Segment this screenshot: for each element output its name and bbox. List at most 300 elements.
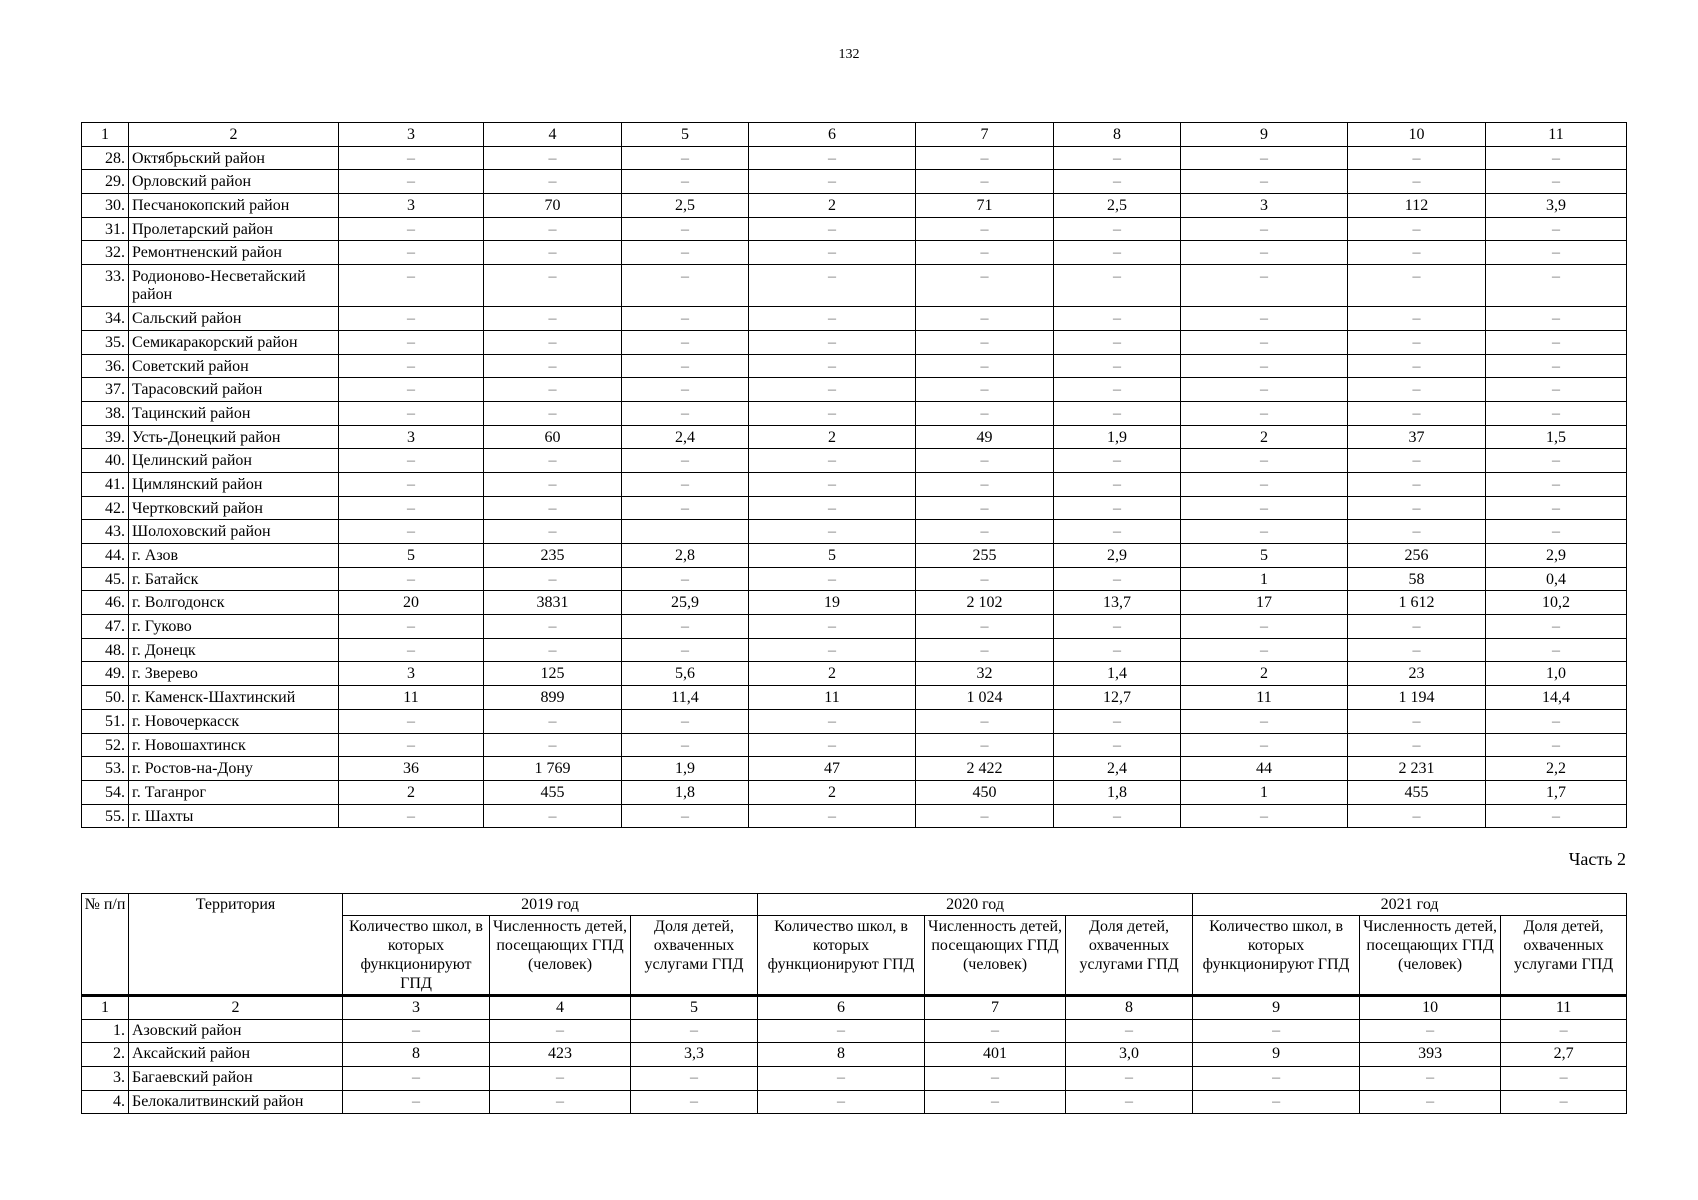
value-cell: – (1501, 1067, 1627, 1091)
territory-name: Октябрьский район (129, 146, 339, 170)
value-cell: – (1486, 638, 1627, 662)
value-cell: – (1054, 733, 1181, 757)
value-cell: 3,9 (1486, 194, 1627, 218)
value-cell: – (484, 378, 622, 402)
value-cell: 2 102 (916, 591, 1054, 615)
value-cell: – (339, 449, 484, 473)
value-cell: – (339, 733, 484, 757)
value-cell: 5,6 (622, 662, 749, 686)
value-cell: – (758, 1019, 925, 1043)
value-cell: – (1348, 265, 1486, 307)
territory-name: г. Азов (129, 544, 339, 568)
row-number: 39. (82, 425, 129, 449)
territory-name: Песчанокопский район (129, 194, 339, 218)
value-cell: – (1181, 146, 1348, 170)
value-cell: – (749, 241, 916, 265)
value-cell: – (758, 1090, 925, 1114)
value-cell: – (1348, 709, 1486, 733)
value-cell: – (749, 401, 916, 425)
territory-name: г. Таганрог (129, 780, 339, 804)
value-cell: – (1486, 804, 1627, 828)
value-cell: 3 (339, 194, 484, 218)
value-cell: – (749, 472, 916, 496)
value-cell: 3 (339, 662, 484, 686)
value-cell: 2,5 (1054, 194, 1181, 218)
value-cell: – (1066, 1067, 1193, 1091)
value-cell: – (484, 307, 622, 331)
value-cell: – (916, 520, 1054, 544)
value-cell: – (1486, 217, 1627, 241)
value-cell: 2 (749, 194, 916, 218)
value-cell: – (1348, 449, 1486, 473)
value-cell: – (339, 567, 484, 591)
value-cell: – (484, 146, 622, 170)
value-cell: 899 (484, 686, 622, 710)
value-cell: 3,0 (1066, 1043, 1193, 1067)
value-cell: 1,5 (1486, 425, 1627, 449)
value-cell: – (916, 472, 1054, 496)
value-cell: – (343, 1019, 490, 1043)
value-cell: 3 (1181, 194, 1348, 218)
value-cell: – (339, 804, 484, 828)
value-cell: – (1348, 354, 1486, 378)
value-cell: – (1054, 330, 1181, 354)
row-number: 52. (82, 733, 129, 757)
value-cell: – (1348, 638, 1486, 662)
value-cell: – (622, 170, 749, 194)
value-cell: – (916, 709, 1054, 733)
territory-name: Орловский район (129, 170, 339, 194)
territory-name: г. Новочеркасск (129, 709, 339, 733)
value-cell: – (339, 472, 484, 496)
territory-name: Багаевский район (129, 1067, 343, 1091)
value-cell: 1 612 (1348, 591, 1486, 615)
value-cell: – (1348, 330, 1486, 354)
value-cell: – (1054, 401, 1181, 425)
value-cell: – (484, 217, 622, 241)
territory-name: Тацинский район (129, 401, 339, 425)
value-cell: – (925, 1019, 1066, 1043)
value-cell: – (916, 615, 1054, 639)
table-row (82, 472, 1627, 496)
value-cell: – (749, 146, 916, 170)
value-cell: 256 (1348, 544, 1486, 568)
value-cell: – (622, 330, 749, 354)
value-cell: 2 (1181, 662, 1348, 686)
value-cell: 47 (749, 757, 916, 781)
value-cell: – (1360, 1067, 1501, 1091)
column-number: 5 (631, 996, 758, 1020)
column-number: 6 (749, 123, 916, 147)
value-cell: – (749, 265, 916, 307)
territory-name: Советский район (129, 354, 339, 378)
value-cell: 3831 (484, 591, 622, 615)
territory-name: Аксайский район (129, 1043, 343, 1067)
value-cell: – (1054, 378, 1181, 402)
row-number: 38. (82, 401, 129, 425)
value-cell: – (622, 217, 749, 241)
value-cell: – (339, 354, 484, 378)
row-number: 4. (82, 1090, 129, 1114)
value-cell: – (484, 330, 622, 354)
value-cell: 2 (749, 425, 916, 449)
value-cell: 2,9 (1486, 544, 1627, 568)
value-cell: 5 (749, 544, 916, 568)
value-cell: – (916, 733, 1054, 757)
territory-name: Усть-Донецкий район (129, 425, 339, 449)
value-cell: 11 (749, 686, 916, 710)
value-cell: – (339, 170, 484, 194)
table-row (82, 217, 1627, 241)
value-cell: – (622, 733, 749, 757)
value-cell: – (1348, 217, 1486, 241)
value-cell: – (339, 638, 484, 662)
row-number: 35. (82, 330, 129, 354)
value-cell: – (1348, 496, 1486, 520)
row-number: 42. (82, 496, 129, 520)
value-cell: – (1486, 265, 1627, 307)
value-cell: – (1348, 241, 1486, 265)
value-cell: 44 (1181, 757, 1348, 781)
value-cell: – (484, 496, 622, 520)
column-number: 8 (1066, 996, 1193, 1020)
value-cell: – (1054, 265, 1181, 307)
value-cell: – (916, 217, 1054, 241)
territory-name: Цимлянский район (129, 472, 339, 496)
value-cell: – (1486, 354, 1627, 378)
value-cell: – (1348, 804, 1486, 828)
row-number: 32. (82, 241, 129, 265)
value-cell: 112 (1348, 194, 1486, 218)
territory-name: Пролетарский район (129, 217, 339, 241)
value-cell: 1 024 (916, 686, 1054, 710)
value-cell: – (916, 804, 1054, 828)
row-number: 44. (82, 544, 129, 568)
value-cell: – (484, 265, 622, 307)
row-number: 29. (82, 170, 129, 194)
value-cell: – (925, 1090, 1066, 1114)
column-number: 7 (916, 123, 1054, 147)
row-number: 33. (82, 265, 129, 307)
value-cell: – (484, 615, 622, 639)
value-cell: 5 (1181, 544, 1348, 568)
value-cell: – (1360, 1019, 1501, 1043)
value-cell: 125 (484, 662, 622, 686)
territory-name: Семикаракорский район (129, 330, 339, 354)
value-cell: – (916, 567, 1054, 591)
value-cell: 450 (916, 780, 1054, 804)
column-number: 5 (622, 123, 749, 147)
table-row (82, 378, 1627, 402)
data-table-part2 (81, 893, 1627, 1114)
sub-header: Численность детей, посещающих ГПД (человек) (490, 916, 631, 996)
table-row (82, 567, 1627, 591)
value-cell: 58 (1348, 567, 1486, 591)
value-cell: 3 (339, 425, 484, 449)
value-cell: – (1054, 307, 1181, 331)
value-cell: 9 (1193, 1043, 1360, 1067)
value-cell: – (1181, 401, 1348, 425)
column-number-row (82, 996, 1627, 1020)
value-cell: – (916, 354, 1054, 378)
value-cell: 70 (484, 194, 622, 218)
table-row (82, 520, 1627, 544)
value-cell: 2 231 (1348, 757, 1486, 781)
value-cell: 1,8 (622, 780, 749, 804)
value-cell: – (1181, 804, 1348, 828)
value-cell: – (1486, 496, 1627, 520)
value-cell: 2,4 (622, 425, 749, 449)
value-cell: – (916, 330, 1054, 354)
row-number: 54. (82, 780, 129, 804)
territory-name: Азовский район (129, 1019, 343, 1043)
sub-header: Количество школ, в которых функционируют ГПД (1193, 916, 1360, 996)
value-cell: – (484, 567, 622, 591)
value-cell: 2 (339, 780, 484, 804)
territory-name: Родионово-Несветайский район (129, 265, 339, 307)
territory-name: г. Новошахтинск (129, 733, 339, 757)
value-cell: – (622, 449, 749, 473)
value-cell: – (1486, 330, 1627, 354)
column-number: 1 (82, 123, 129, 147)
value-cell: 3,3 (631, 1043, 758, 1067)
value-cell: – (916, 307, 1054, 331)
value-cell: – (1360, 1090, 1501, 1114)
value-cell: – (339, 241, 484, 265)
value-cell: – (339, 330, 484, 354)
row-number: 30. (82, 194, 129, 218)
column-number: 4 (484, 123, 622, 147)
value-cell: – (925, 1067, 1066, 1091)
table-row (82, 1067, 1627, 1091)
sub-header: Количество школ, в которых функционируют ГПД (343, 916, 490, 996)
territory-name: Сальский район (129, 307, 339, 331)
header-year-2021: 2021 год (1193, 894, 1627, 916)
value-cell: – (1181, 217, 1348, 241)
table-row (82, 449, 1627, 473)
value-cell: – (339, 378, 484, 402)
table-row (82, 496, 1627, 520)
table-row (82, 1019, 1627, 1043)
value-cell: – (1348, 307, 1486, 331)
row-number: 2. (82, 1043, 129, 1067)
table-row (82, 241, 1627, 265)
value-cell: – (1486, 170, 1627, 194)
value-cell: – (622, 401, 749, 425)
value-cell: 393 (1360, 1043, 1501, 1067)
territory-name: Целинский район (129, 449, 339, 473)
value-cell: – (749, 567, 916, 591)
value-cell: – (1181, 449, 1348, 473)
table-row (82, 330, 1627, 354)
value-cell: – (1181, 496, 1348, 520)
row-number: 3. (82, 1067, 129, 1091)
value-cell: 1 (1181, 780, 1348, 804)
value-cell: – (1348, 733, 1486, 757)
value-cell: – (490, 1090, 631, 1114)
data-table-part1 (81, 122, 1627, 828)
value-cell: – (1054, 146, 1181, 170)
value-cell: – (1181, 170, 1348, 194)
value-cell: – (1054, 449, 1181, 473)
value-cell: – (484, 804, 622, 828)
value-cell: – (1181, 472, 1348, 496)
value-cell: 0,4 (1486, 567, 1627, 591)
value-cell: 2 (1181, 425, 1348, 449)
row-number: 43. (82, 520, 129, 544)
column-number: 11 (1486, 123, 1627, 147)
table-row (82, 709, 1627, 733)
territory-name: Шолоховский район (129, 520, 339, 544)
value-cell: – (749, 733, 916, 757)
value-cell: – (1486, 615, 1627, 639)
value-cell: – (339, 146, 484, 170)
value-cell: 2 (749, 780, 916, 804)
column-number: 3 (339, 123, 484, 147)
column-number: 6 (758, 996, 925, 1020)
value-cell: – (631, 1090, 758, 1114)
column-number: 2 (129, 996, 343, 1020)
sub-header: Численность детей, посещающих ГПД (человек) (1360, 916, 1501, 996)
value-cell: – (490, 1067, 631, 1091)
header-territory: Территория (129, 894, 343, 996)
page-number: 132 (838, 47, 860, 62)
value-cell: – (1348, 401, 1486, 425)
value-cell: – (339, 709, 484, 733)
value-cell: – (622, 378, 749, 402)
value-cell: 1,9 (1054, 425, 1181, 449)
row-number: 47. (82, 615, 129, 639)
value-cell: – (484, 709, 622, 733)
column-number: 3 (343, 996, 490, 1020)
value-cell: – (484, 354, 622, 378)
value-cell: 1 769 (484, 757, 622, 781)
value-cell: – (1181, 330, 1348, 354)
value-cell: – (484, 638, 622, 662)
value-cell: – (1181, 265, 1348, 307)
value-cell: – (1486, 520, 1627, 544)
value-cell: 2 422 (916, 757, 1054, 781)
value-cell: – (749, 217, 916, 241)
value-cell: – (916, 401, 1054, 425)
value-cell: 8 (758, 1043, 925, 1067)
row-number: 46. (82, 591, 129, 615)
row-number: 48. (82, 638, 129, 662)
value-cell: – (622, 307, 749, 331)
value-cell: – (490, 1019, 631, 1043)
value-cell: – (1054, 567, 1181, 591)
value-cell: – (1066, 1090, 1193, 1114)
value-cell: 1,7 (1486, 780, 1627, 804)
territory-name: г. Волгодонск (129, 591, 339, 615)
row-number: 51. (82, 709, 129, 733)
value-cell: – (916, 146, 1054, 170)
value-cell: – (1486, 709, 1627, 733)
territory-name: г. Шахты (129, 804, 339, 828)
row-number: 55. (82, 804, 129, 828)
territory-name: Ремонтненский район (129, 241, 339, 265)
value-cell: – (631, 1019, 758, 1043)
row-number: 34. (82, 307, 129, 331)
header-year-2020: 2020 год (758, 894, 1193, 916)
value-cell: – (749, 804, 916, 828)
value-cell: – (622, 709, 749, 733)
value-cell: 1 (1181, 567, 1348, 591)
table-row (82, 194, 1627, 218)
row-number: 31. (82, 217, 129, 241)
value-cell: – (622, 804, 749, 828)
value-cell: – (1486, 307, 1627, 331)
value-cell: – (484, 401, 622, 425)
value-cell: 14,4 (1486, 686, 1627, 710)
table-row (82, 170, 1627, 194)
value-cell: – (339, 217, 484, 241)
value-cell: – (1181, 709, 1348, 733)
value-cell: – (339, 401, 484, 425)
value-cell: – (484, 449, 622, 473)
value-cell: – (916, 638, 1054, 662)
column-number: 9 (1193, 996, 1360, 1020)
value-cell: 2 (749, 662, 916, 686)
territory-name: г. Донецк (129, 638, 339, 662)
row-number: 50. (82, 686, 129, 710)
territory-name: Чертковский район (129, 496, 339, 520)
value-cell: 1 194 (1348, 686, 1486, 710)
value-cell: – (916, 170, 1054, 194)
row-number: 45. (82, 567, 129, 591)
table-row (82, 265, 1627, 307)
value-cell (622, 520, 749, 544)
value-cell: 25,9 (622, 591, 749, 615)
value-cell: 1,0 (1486, 662, 1627, 686)
value-cell: – (1181, 638, 1348, 662)
value-cell: – (1066, 1019, 1193, 1043)
value-cell: – (622, 567, 749, 591)
value-cell: – (484, 241, 622, 265)
column-number: 11 (1501, 996, 1627, 1020)
value-cell: 2,7 (1501, 1043, 1627, 1067)
value-cell: – (622, 615, 749, 639)
value-cell: – (343, 1090, 490, 1114)
value-cell: 1,9 (622, 757, 749, 781)
value-cell: – (622, 496, 749, 520)
table-row (82, 1090, 1627, 1114)
column-number-row (82, 123, 1627, 147)
value-cell: – (1348, 520, 1486, 544)
value-cell: – (749, 496, 916, 520)
value-cell: – (339, 307, 484, 331)
column-number: 9 (1181, 123, 1348, 147)
value-cell: – (343, 1067, 490, 1091)
value-cell: – (631, 1067, 758, 1091)
column-number: 10 (1348, 123, 1486, 147)
value-cell: – (1501, 1090, 1627, 1114)
value-cell: 11 (1181, 686, 1348, 710)
sub-header: Доля детей, охваченных услугами ГПД (1066, 916, 1193, 996)
territory-name: г. Батайск (129, 567, 339, 591)
value-cell: – (916, 378, 1054, 402)
value-cell: – (1181, 520, 1348, 544)
value-cell: – (1486, 733, 1627, 757)
value-cell: – (1348, 472, 1486, 496)
territory-name: г. Гуково (129, 615, 339, 639)
value-cell: – (484, 170, 622, 194)
value-cell: 11,4 (622, 686, 749, 710)
value-cell: – (1348, 170, 1486, 194)
value-cell: – (1054, 638, 1181, 662)
value-cell: – (1348, 615, 1486, 639)
value-cell: – (916, 265, 1054, 307)
